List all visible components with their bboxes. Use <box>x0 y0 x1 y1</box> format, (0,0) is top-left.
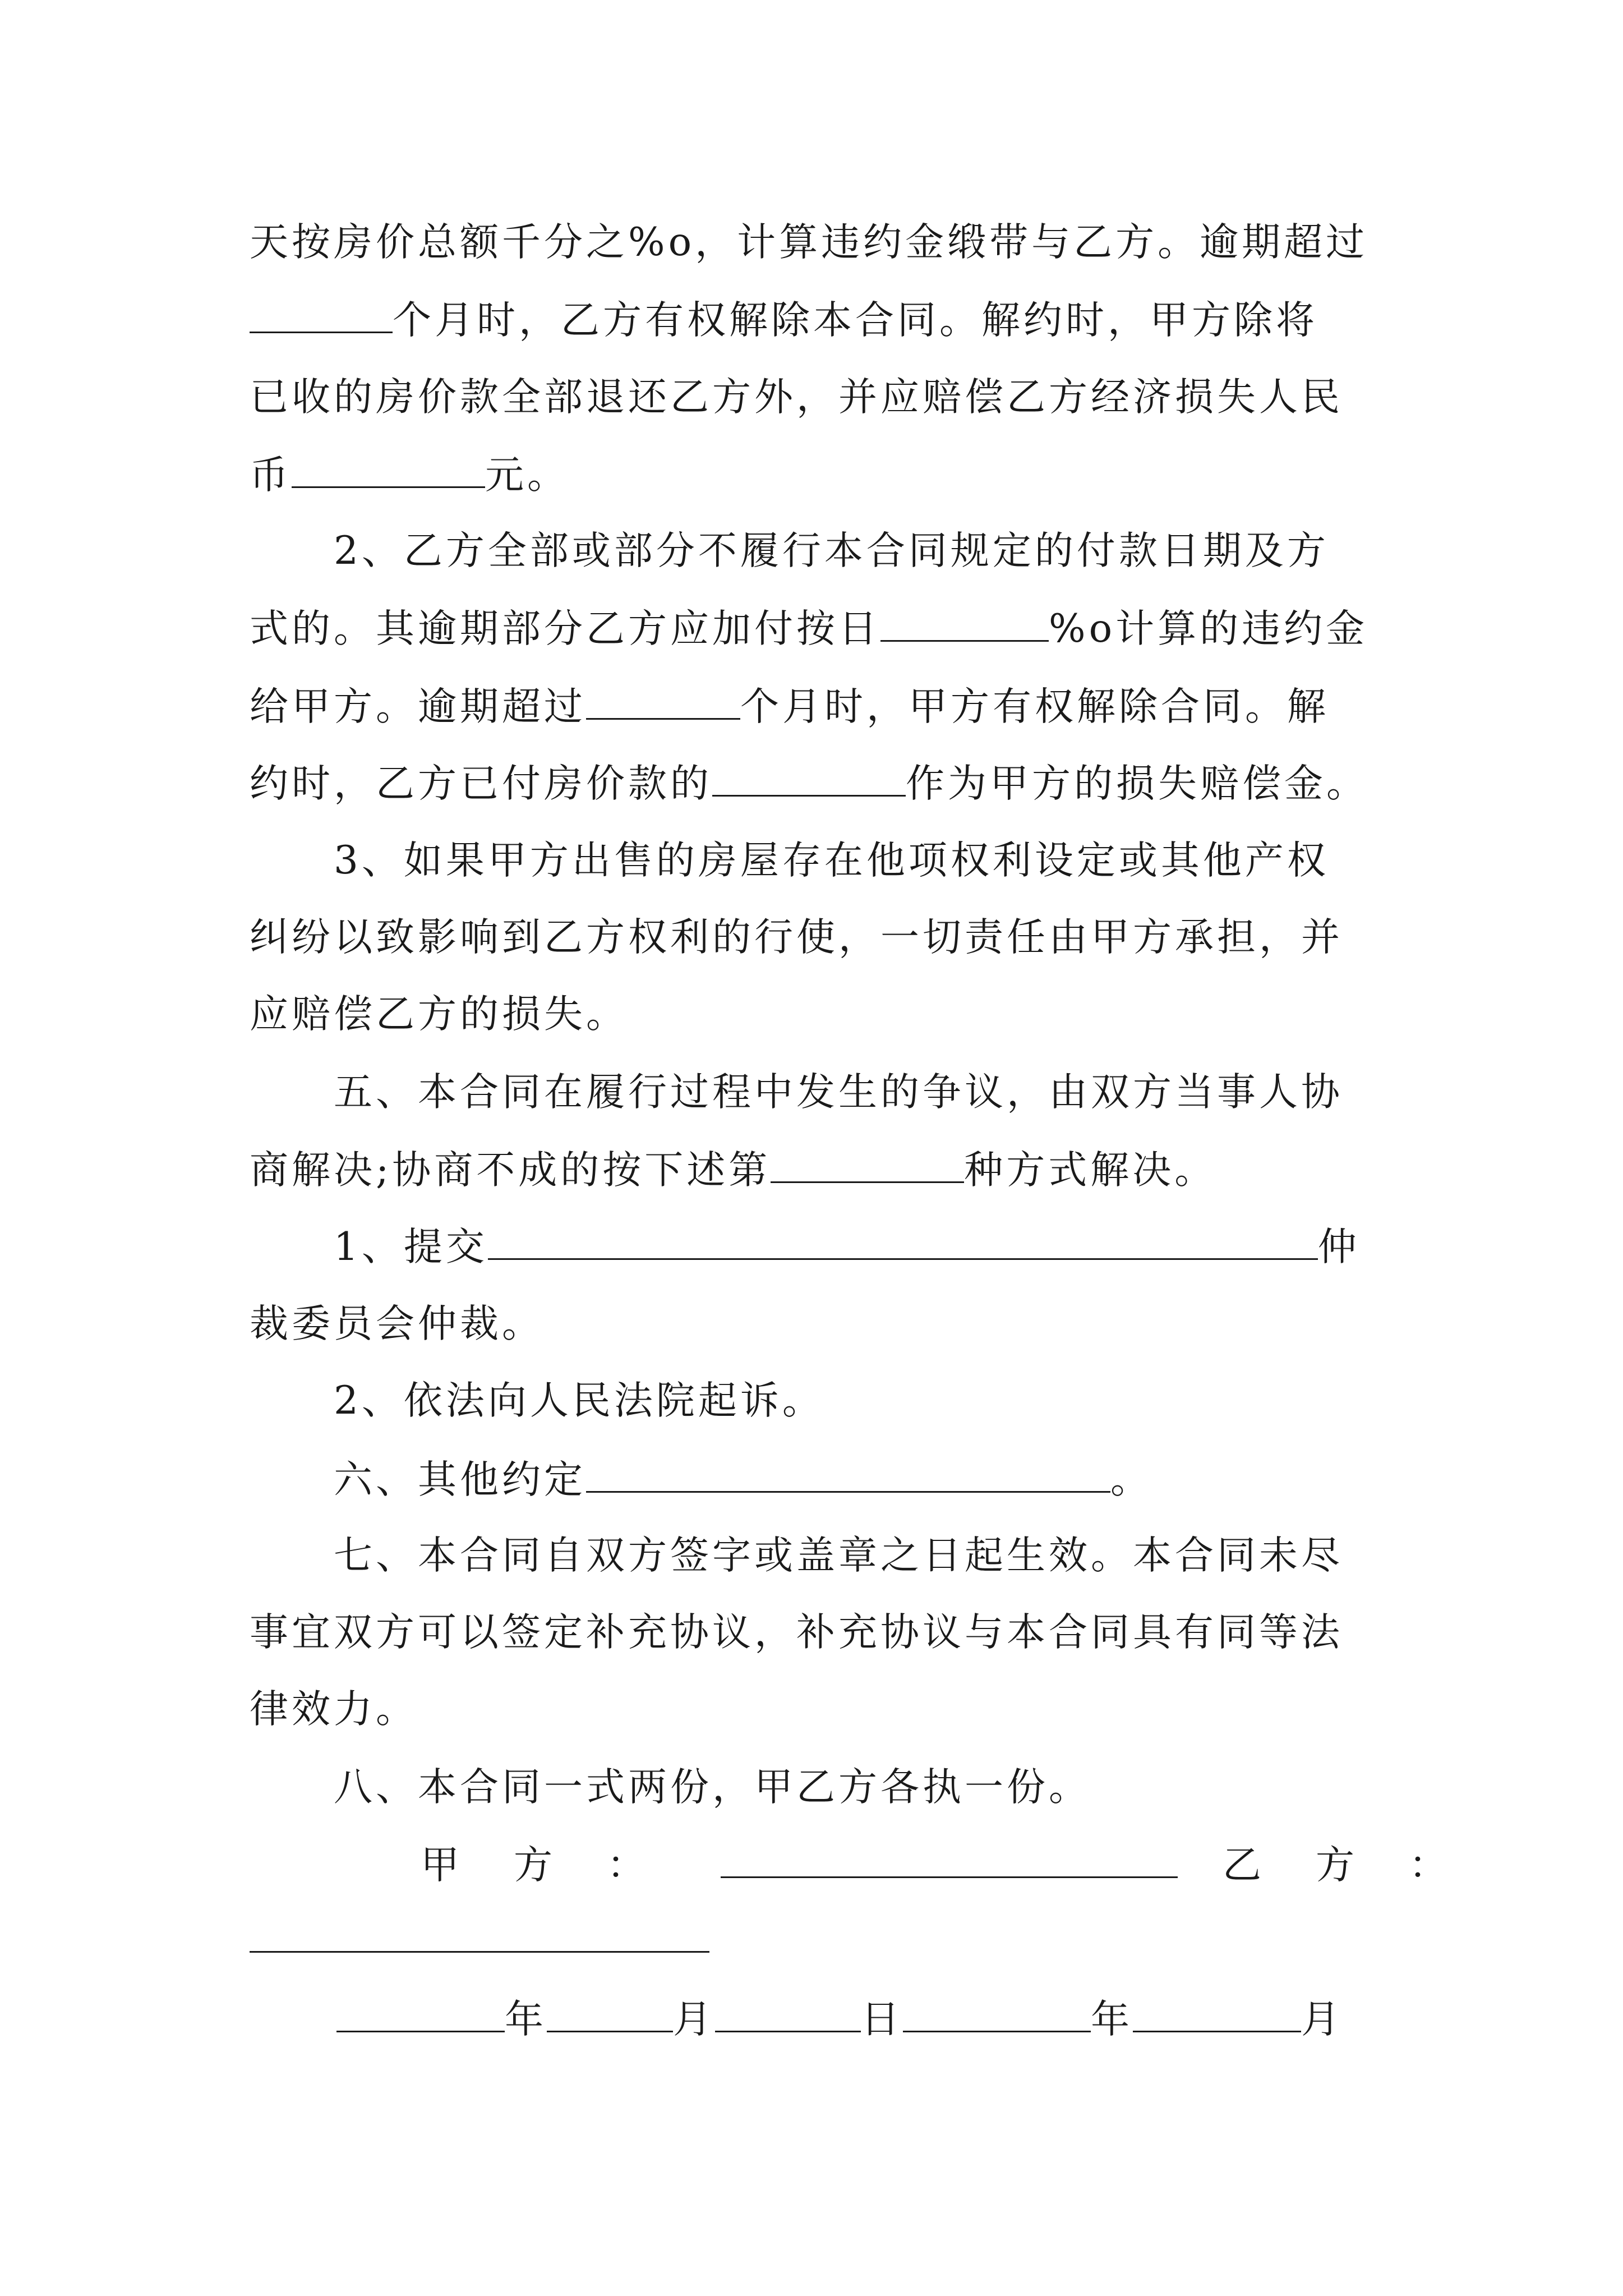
text-line-21: 八、本合同一式两份，甲乙方各执一份。 <box>334 1765 1091 1810</box>
text-line-13: 商解决;协商不成的按下述第 种方式解决。 <box>250 1142 1216 1196</box>
text-line-2: 个月时，乙方有权解除本合同。解约时，甲方除将 <box>250 292 1318 346</box>
text-line-7: 给甲方。逾期超过 个月时，甲方有权解除合同。解 <box>250 679 1329 733</box>
month-blank <box>1133 1991 1301 2032</box>
party-a-signature-blank <box>721 1837 1178 1878</box>
month-blank <box>547 1991 673 2032</box>
fill-blank <box>586 679 740 720</box>
text-line-1: 天按房价总额千分之%o，计算违约金缎带与乙方。逾期超过 <box>250 220 1368 265</box>
fill-blank <box>771 1142 964 1183</box>
fill-blank <box>712 756 906 797</box>
fill-blank <box>292 447 485 488</box>
year-blank <box>903 1991 1091 2032</box>
date-line: 年 月 日 年 月 <box>336 1991 1343 2045</box>
text-line-19: 事宜双方可以签定补充协议，补充协议与本合同具有同等法 <box>250 1610 1343 1655</box>
text-line-15: 裁委员会仲裁。 <box>250 1301 544 1346</box>
text-line-5: 2、乙方全部或部分不履行本合同规定的付款日期及方 <box>334 528 1329 573</box>
year-blank <box>336 1991 505 2032</box>
fill-blank <box>488 1219 1318 1260</box>
party-b-label: 乙 方 ： <box>1223 1843 1455 1888</box>
party-b-signature-blank <box>250 1951 709 1953</box>
signature-line <box>421 1837 1455 1891</box>
text-line-8: 约时，乙方已付房价款的 作为甲方的损失赔偿金。 <box>250 756 1368 809</box>
day-blank <box>715 1991 861 2032</box>
text-line-10: 纠纷以致影响到乙方权利的行使，一切责任由甲方承担，并 <box>250 915 1343 960</box>
text-line-16: 2、依法向人民法院起诉。 <box>334 1378 824 1423</box>
party-a-label: 甲 方 ： <box>421 1843 653 1888</box>
text-line-18: 七、本合同自双方签字或盖章之日起生效。本合同未尽 <box>334 1533 1343 1578</box>
text-line-9: 3、如果甲方出售的房屋存在他项权利设定或其他产权 <box>334 838 1329 883</box>
text-line-11: 应赔偿乙方的损失。 <box>250 992 628 1037</box>
fill-blank <box>880 601 1049 642</box>
text-line-14: 1、提交 仲 <box>334 1219 1360 1273</box>
text-line-20: 律效力。 <box>250 1687 418 1732</box>
text-line-4: 币 元。 <box>250 447 569 501</box>
text-line-17: 六、其他约定 。 <box>334 1452 1152 1506</box>
text-line-6: 式的。其逾期部分乙方应加付按日 %o计算的违约金 <box>250 601 1368 655</box>
text-line-3: 已收的房价款全部退还乙方外，并应赔偿乙方经济损失人民 <box>250 375 1343 420</box>
fill-blank <box>250 292 393 333</box>
text-line-12: 五、本合同在履行过程中发生的争议，由双方当事人协 <box>334 1070 1343 1115</box>
fill-blank <box>586 1452 1110 1493</box>
